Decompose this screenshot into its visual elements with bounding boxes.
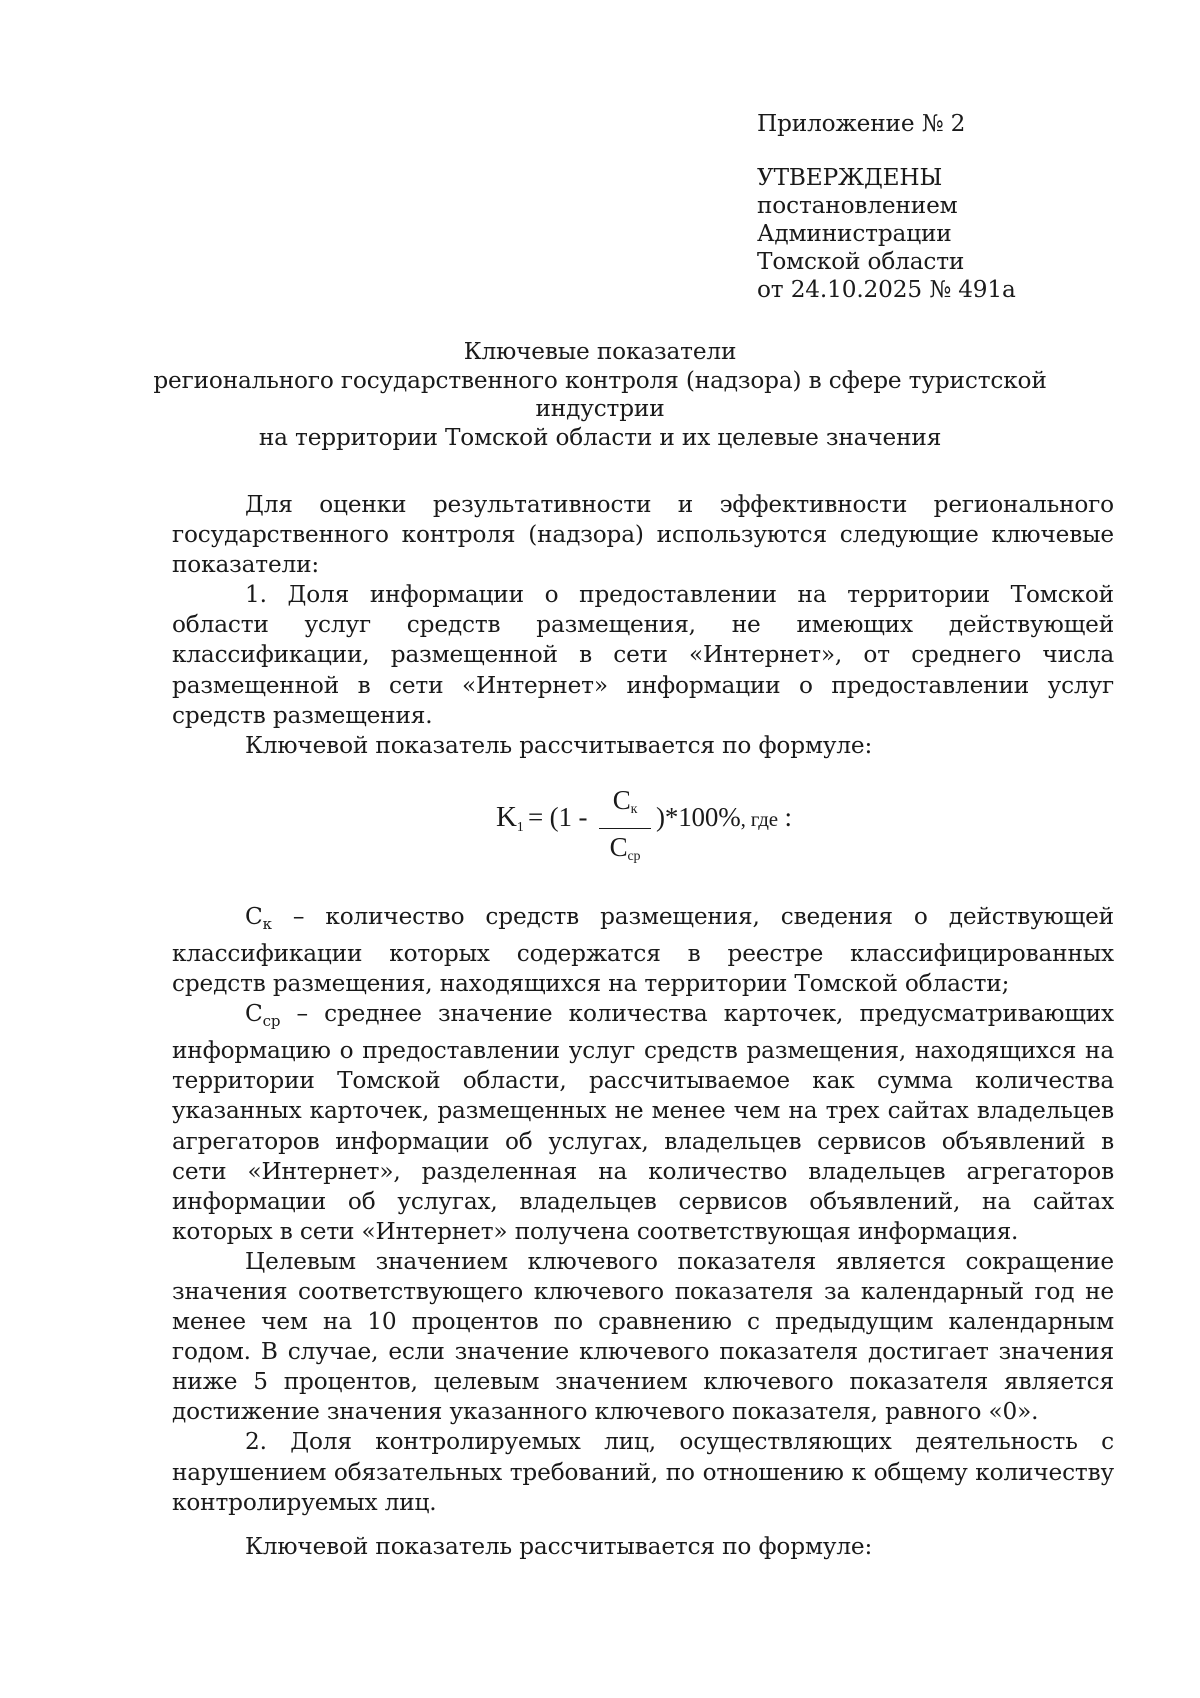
definition-ck: $С_к$ – количество средств размещения, сведения о действующей классификации которых содержатся в реестре классифицированных средств размещения, находящихся на территории Томской области; (172, 902, 1114, 998)
intro-paragraph: Для оценки результативности и эффективности регионального государственного контроля (надзора) используются следующие ключевые показатели: (172, 491, 1114, 579)
formula-intro-1: Ключевой показатель рассчитывается по формуле: (245, 731, 873, 759)
formula-1 (496, 784, 816, 869)
title-line-2: регионального государственного контроля (надзора) в сфере туристской индустрии (153, 366, 1047, 422)
indicator-2-paragraph: 2. Доля контролируемых лиц, осуществляющих деятельность с нарушением обязательных требований, по отношению к общему количеству контролируемых лиц. (172, 1428, 1114, 1516)
formula-numerator: $C_к$ (612, 784, 638, 817)
approved-label: УТВЕРЖДЕНЫ (757, 164, 943, 191)
target-paragraph: Целевым значением ключевого показателя является сокращение значения соответствующего ключевого показателя за календарный год не менее чем на 10 процентов по сравнению с предыдущим календарным годом. В случае, если значение ключевого показателя достигает значения ниже 5 процентов, целевым значением ключевого показателя является достижение значения указанного ключевого показателя, равного «0». (172, 1247, 1114, 1426)
title-line-1: Ключевые показатели (463, 338, 737, 365)
approved-by-line: постановлением Администрации (757, 192, 958, 247)
formula-fraction (599, 784, 651, 873)
decree-date-number: от 24.10.2025 № 491а (757, 276, 1016, 303)
definition-csr: $С_{ср}$ – среднее значение количества карточек, предусматривающих информацию о предоставлении услуг средств размещения, находящихся на территории Томской области, рассчитываемое как сумма количества указанных карточек, размещенных не менее чем на трех сайтах владельцев агрегаторов информации об услугах, владельцев сервисов объявлений в сети «Интернет», разделенная на количество владельцев агрегаторов информации об услугах, владельцев сервисов объявлений, на сайтах которых в сети «Интернет» получена соответствующая информация. (172, 1000, 1114, 1245)
document-title (100, 338, 1100, 452)
region-line: Томской области (757, 248, 965, 275)
formula-1-block (172, 784, 1114, 869)
formula-denominator: $C_{ср}$ (609, 831, 641, 864)
formula-k: $K_1$ (496, 800, 524, 835)
appendix-header (757, 110, 1137, 304)
indicator-1-paragraph: 1. Доля информации о предоставлении на территории Томской области услуг средств размещения, не имеющих действующей классификации, размещенной в сети «Интернет», от среднего числа размещенной в сети «Интернет» информации о предоставлении услуг средств размещения. (172, 581, 1114, 729)
document-body (172, 490, 1114, 1562)
formula-intro-2: Ключевой показатель рассчитывается по формуле: (245, 1532, 873, 1560)
appendix-number: Приложение № 2 (757, 110, 966, 137)
title-line-3: на территории Томской области и их целевые значения (258, 423, 942, 451)
formula-tail: )*100%, где : (656, 801, 792, 832)
formula-equals: = (1 - (528, 801, 588, 832)
fraction-bar (599, 828, 651, 829)
